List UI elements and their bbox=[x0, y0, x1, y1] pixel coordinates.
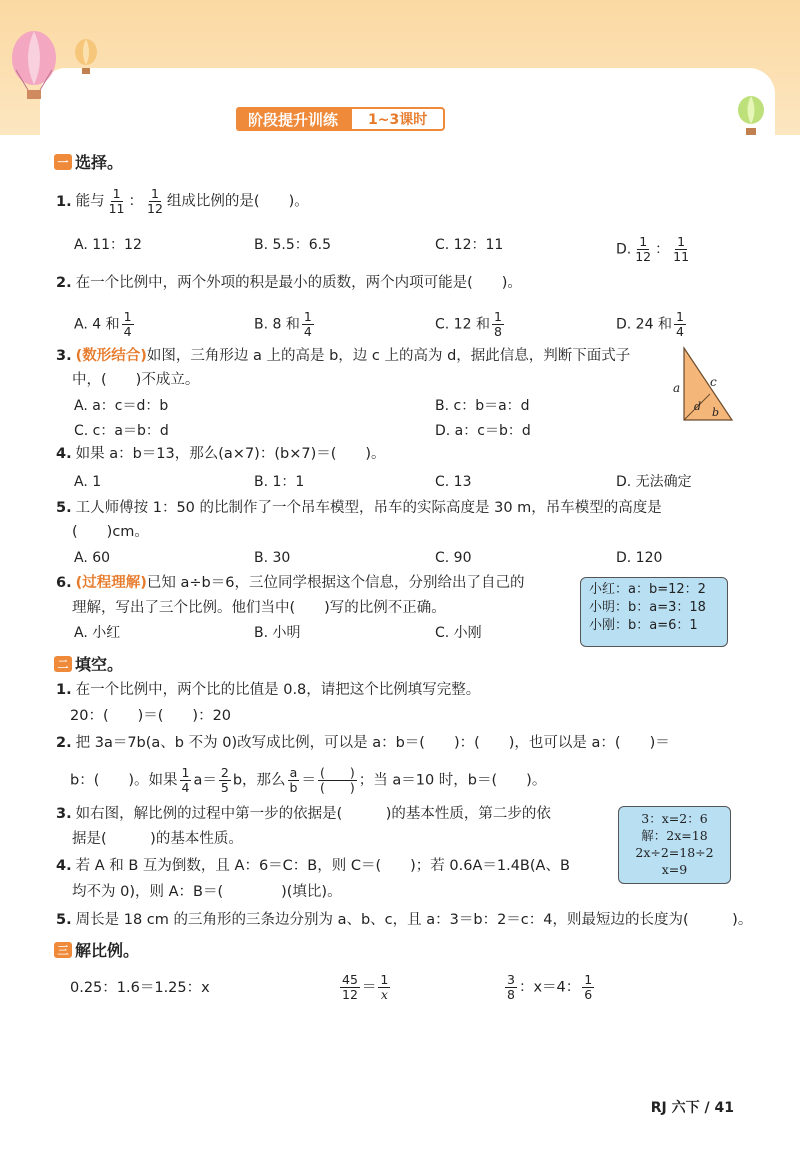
option-b: B. 30 bbox=[254, 550, 291, 566]
hot-air-balloon-icon bbox=[8, 30, 60, 108]
hot-air-balloon-icon bbox=[734, 95, 768, 139]
fill-question-1: 1. 在一个比例中，两个比的比值是 0.8，请把这个比例填写完整。 bbox=[56, 682, 481, 698]
fill-question-3-line-2: 据是( )的基本性质。 bbox=[72, 831, 243, 847]
question-3-line-2: 中，( )不成立。 bbox=[72, 372, 200, 388]
solution-box: 3：x=2：6 解：2x=18 2x÷2=18÷2 x=9 bbox=[618, 806, 731, 884]
option-d: D. $\frac{1}{12}$ ： $\frac{1}{11}$ bbox=[616, 234, 690, 264]
hot-air-balloon-icon bbox=[72, 38, 100, 78]
fig-label-d: d bbox=[694, 400, 702, 413]
page-number: RJ 六下 / 41 bbox=[650, 1100, 734, 1116]
section-heading-fill: 二 填空。 bbox=[54, 652, 123, 675]
title-label: 阶段提升训练 bbox=[236, 107, 350, 131]
option-c: C. 12 和 $\frac{1}{8}$ bbox=[435, 309, 502, 339]
fill-question-4: 4. 若 A 和 B 互为倒数，且 A：6＝C：B，则 C＝( )；若 0.6A＝1.4B(A、B bbox=[56, 858, 570, 874]
info-box bbox=[580, 577, 728, 647]
question-6-line-2: 理解，写出了三个比例。他们当中( )写的比例不正确。 bbox=[72, 600, 446, 616]
box-line: 小明：b：a=3：18 bbox=[589, 600, 706, 615]
option-c: C. 90 bbox=[435, 550, 472, 566]
fraction: $\frac{1}{12}$ bbox=[147, 186, 163, 216]
question-5-line-2: ( )cm。 bbox=[72, 524, 149, 540]
option-c: C. c：a＝b：d bbox=[74, 423, 169, 439]
fig-label-a: a bbox=[673, 381, 681, 395]
option-a: A. 4 和 $\frac{1}{4}$ bbox=[74, 309, 132, 339]
equation-1: 0.25：1.6＝1.25：x bbox=[70, 980, 210, 996]
question-4: 4. 如果 a：b＝13，那么(a×7)：(b×7)＝( )。 bbox=[56, 446, 386, 462]
option-b: B. 1：1 bbox=[254, 474, 305, 490]
fill-question-5: 5. 周长是 18 cm 的三角形的三条边分别为 a、b、c，且 a：3＝b：2＝c：4，则最短边的长度为( )。 bbox=[56, 912, 753, 928]
page-title bbox=[236, 107, 445, 131]
question-2: 2. 在一个比例中，两个外项的积是最小的质数，两个内项可能是( )。 bbox=[56, 275, 522, 291]
option-b: B. 8 和 $\frac{1}{4}$ bbox=[254, 309, 312, 339]
option-b: B. c：b＝a：d bbox=[435, 398, 530, 414]
option-a: A. 1 bbox=[74, 474, 102, 490]
option-d: D. 120 bbox=[616, 550, 663, 566]
fig-label-b: b bbox=[712, 406, 720, 419]
section-badge: 一 bbox=[54, 154, 72, 170]
question-3: 3. (数形结合)如图，三角形边 a 上的高是 b，边 c 上的高为 d，据此信息，判断下面式子 bbox=[56, 348, 631, 364]
fill-question-1-line-2: 20：( )＝( )：20 bbox=[70, 708, 232, 724]
option-c: C. 12：11 bbox=[435, 237, 504, 253]
fill-question-2: 2. 把 3a＝7b(a、b 不为 0)改写成比例，可以是 a：b＝( )：( )，也可以是 a：( )＝ bbox=[56, 735, 670, 751]
fill-question-2-line-2: b：( )。如果 $\frac{1}{4}$ a＝ $\frac{2}{5}$ b，那么 $\frac{a}{b}$ ＝ $\frac{( )}{( )}$ ；当 a＝10 时，b＝( )。 bbox=[70, 765, 547, 795]
option-a: A. 60 bbox=[74, 550, 111, 566]
section-title: 选择。 bbox=[75, 153, 124, 172]
option-a: A. 11：12 bbox=[74, 237, 142, 253]
option-d: D. a：c＝b：d bbox=[435, 423, 531, 439]
option-a: A. 小红 bbox=[74, 625, 121, 641]
option-c: C. 13 bbox=[435, 474, 472, 490]
box-line: 小红：a：b=12：2 bbox=[589, 582, 706, 597]
fill-question-3: 3. 如右图，解比例的过程中第一步的依据是( )的基本性质，第二步的依 bbox=[56, 806, 551, 822]
equation-3: $\frac{3}{8}$ ：x＝4： $\frac{1}{6}$ bbox=[507, 972, 593, 1002]
box-line: 小刚：b：a=6：1 bbox=[589, 618, 698, 633]
triangle-figure bbox=[668, 344, 736, 424]
question-5: 5. 工人师傅按 1：50 的比制作了一个吊车模型，吊车的实际高度是 30 m，吊车模型的高度是 bbox=[56, 500, 662, 516]
option-d: D. 无法确定 bbox=[616, 474, 692, 490]
fraction: $\frac{1}{11}$ bbox=[108, 186, 125, 216]
question-1: 1. 能与 $\frac{1}{11}$ ： $\frac{1}{12}$ 组成比例的是( )。 bbox=[56, 186, 309, 216]
equation-2: $\frac{45}{12}$ ＝ $\frac{1}{x}$ bbox=[342, 972, 389, 1002]
question-6: 6. (过程理解)已知 a÷b＝6，三位同学根据这个信息，分别给出了自己的 bbox=[56, 575, 525, 591]
option-c: C. 小刚 bbox=[435, 625, 482, 641]
fig-label-c: c bbox=[710, 375, 717, 389]
fill-question-4-line-2: 均不为 0)，则 A：B＝( )(填比)。 bbox=[72, 884, 342, 900]
lessons-label: 1~3课时 bbox=[350, 107, 445, 131]
option-b: B. 小明 bbox=[254, 625, 301, 641]
section-heading-solve: 三 解比例。 bbox=[54, 938, 139, 961]
option-b: B. 5.5：6.5 bbox=[254, 237, 332, 253]
option-d: D. 24 和 $\frac{1}{4}$ bbox=[616, 309, 684, 339]
section-heading-choice bbox=[54, 150, 123, 173]
option-a: A. a：c＝d：b bbox=[74, 398, 169, 414]
